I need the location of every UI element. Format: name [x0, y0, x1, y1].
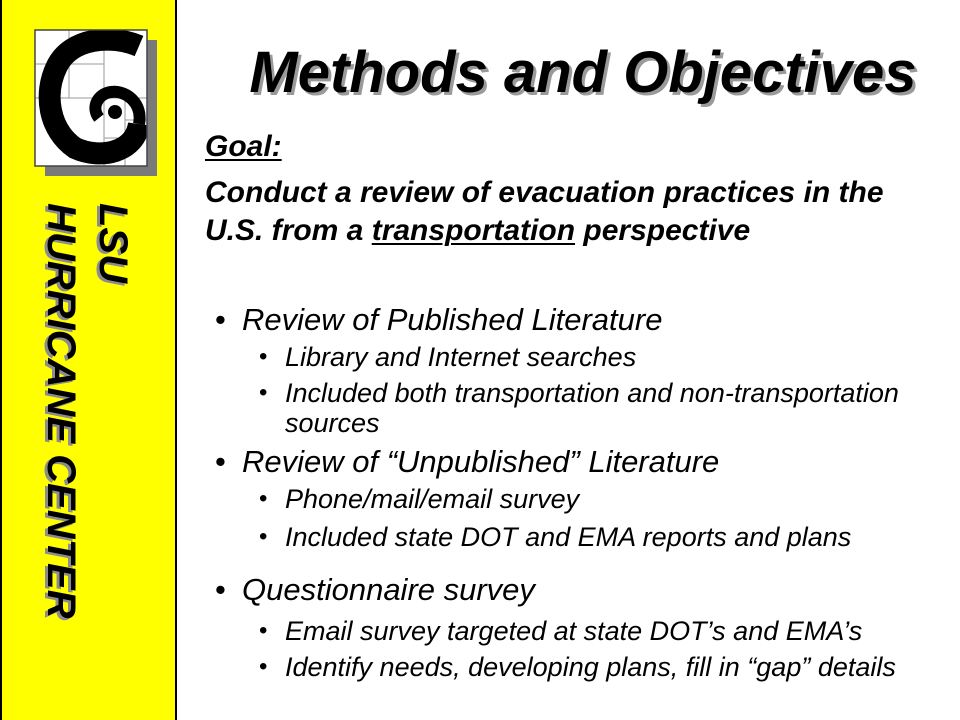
bullet-marker [215, 443, 226, 481]
sub-bullet-text: Included both transportation and non-transportation sources [285, 378, 899, 438]
bullet-text: Review of Published Literature [242, 302, 663, 337]
sub-bullet-text: Library and Internet searches [285, 342, 637, 372]
bullet-marker [259, 616, 267, 646]
sub-bullet-item [285, 616, 925, 646]
bullet-item [242, 443, 719, 481]
sub-bullet-text: Included state DOT and EMA reports and plans [285, 522, 852, 552]
goal-text-after: perspective [575, 214, 751, 247]
org-name-line2: HURRICANE CENTER [39, 203, 83, 619]
bullet-marker [259, 522, 267, 552]
bullet-item [242, 571, 535, 609]
bullet-marker [259, 378, 267, 408]
sub-bullet-item [285, 342, 925, 372]
sub-bullet-item [285, 652, 925, 682]
bullet-text: Review of “Unpublished” Literature [242, 444, 720, 479]
org-name-line1: LSU [91, 203, 135, 283]
sidebar [0, 0, 177, 720]
goal-label: Goal: [205, 130, 282, 163]
bullet-marker [259, 652, 267, 682]
sub-bullet-item [285, 378, 925, 438]
org-name [35, 203, 139, 619]
slide-title: Methods and Objectives [249, 40, 917, 105]
bullet-marker [259, 342, 267, 372]
bullet-item [242, 301, 662, 339]
goal-text-before: Conduct a review of evacuation practices in the U.S. from a [205, 176, 884, 247]
bullet-marker [215, 571, 226, 609]
sub-bullet-text: Identify needs, developing plans, fill in “gap” details [285, 652, 896, 682]
bullet-marker [259, 484, 267, 514]
sub-bullet-item [285, 484, 925, 514]
logo-spiral-eye [108, 105, 122, 119]
bullet-marker [215, 301, 226, 339]
hurricane-spiral-logo [27, 20, 162, 180]
sub-bullet-text: Phone/mail/email survey [285, 484, 580, 514]
goal-text [205, 174, 920, 250]
goal-text-emphasis: transportation [371, 214, 576, 247]
sub-bullet-text: Email survey targeted at state DOT’s and EMA’s [285, 616, 863, 646]
bullet-text: Questionnaire survey [242, 572, 535, 607]
sub-bullet-item [285, 522, 925, 552]
